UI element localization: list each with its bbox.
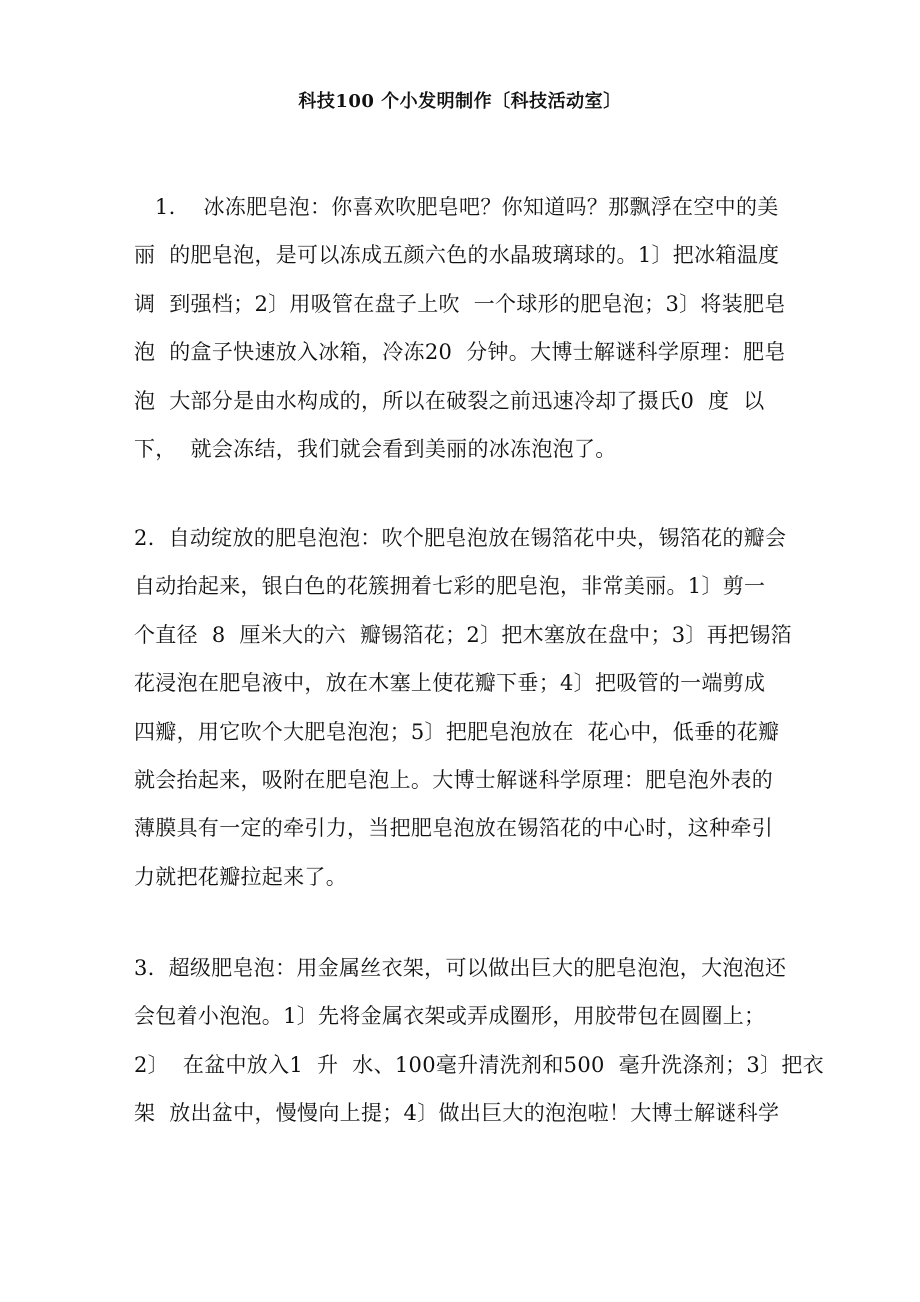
paragraph-line: 3. 超级肥皂泡：用金属丝衣架，可以做出巨大的肥皂泡泡，大泡泡还: [134, 956, 787, 980]
paragraph-line: 薄膜具有一定的牵引力，当把肥皂泡放在锡箔花的中心时，这种牵引: [134, 816, 773, 841]
paragraph-1: [134, 183, 804, 473]
paragraph-line: 会包着小泡泡。1〕先将金属衣架或弄成圈形，用胶带包在圆圈上；: [134, 1004, 766, 1029]
paragraph-line: 花浸泡在肥皂液中，放在木塞上使花瓣下垂；4〕把吸管的一端剪成: [134, 671, 766, 696]
paragraph-line: 下， 就会冻结，我们就会看到美丽的冰冻泡泡了。: [134, 436, 617, 461]
paragraph-line: 泡 的盒子快速放入冰箱，冷冻20 分钟。大博士解谜科学原理：肥皂: [134, 340, 786, 365]
paragraph-line: 自动抬起来，银白色的花簇拥着七彩的肥皂泡，非常美丽。1〕剪一: [134, 574, 766, 599]
paragraph-line: 泡 大部分是由水构成的，所以在破裂之前迅速冷却了摄氏0 度 以: [134, 388, 765, 413]
paragraph-line: 个直径 8 厘米大的六 瓣锡箔花；2〕把木塞放在盘中；3〕再把锡箔: [134, 622, 792, 647]
paragraph-line: 调 到强档；2〕用吸管在盘子上吹 一个球形的肥皂泡；3〕将装肥皂: [134, 291, 786, 316]
paragraph-line: 丽 的肥皂泡，是可以冻成五颜六色的水晶玻璃球的。1〕把冰箱温度: [134, 243, 780, 268]
paragraph-line: 力就把花瓣拉起来了。: [134, 864, 347, 889]
paragraph-line: 2〕 在盆中放入1 升 水、100毫升清洗剂和500 毫升洗涤剂；3〕把衣: [134, 1052, 824, 1077]
paragraph-line: 2. 自动绽放的肥皂泡泡：吹个肥皂泡放在锡箔花中央，锡箔花的瓣会: [134, 526, 787, 550]
paragraph-line: 四瓣，用它吹个大肥皂泡泡；5〕把肥皂泡放在 花心中，低垂的花瓣: [134, 719, 780, 744]
paragraph-line: 1. 冰冻肥皂泡：你喜欢吹肥皂吧？你知道吗？那飘浮在空中的美: [134, 195, 779, 219]
paragraph-line: 架 放出盆中，慢慢向上提；4〕做出巨大的泡泡啦！大博士解谜科学: [134, 1101, 780, 1126]
paragraph-2: [134, 514, 804, 901]
paragraph-3: [134, 944, 824, 1138]
paragraph-line: 就会抬起来，吸附在肥皂泡上。大博士解谜科学原理：肥皂泡外表的: [134, 767, 773, 792]
page-title: 科技100 个小发明制作〔科技活动室〕: [298, 91, 622, 112]
